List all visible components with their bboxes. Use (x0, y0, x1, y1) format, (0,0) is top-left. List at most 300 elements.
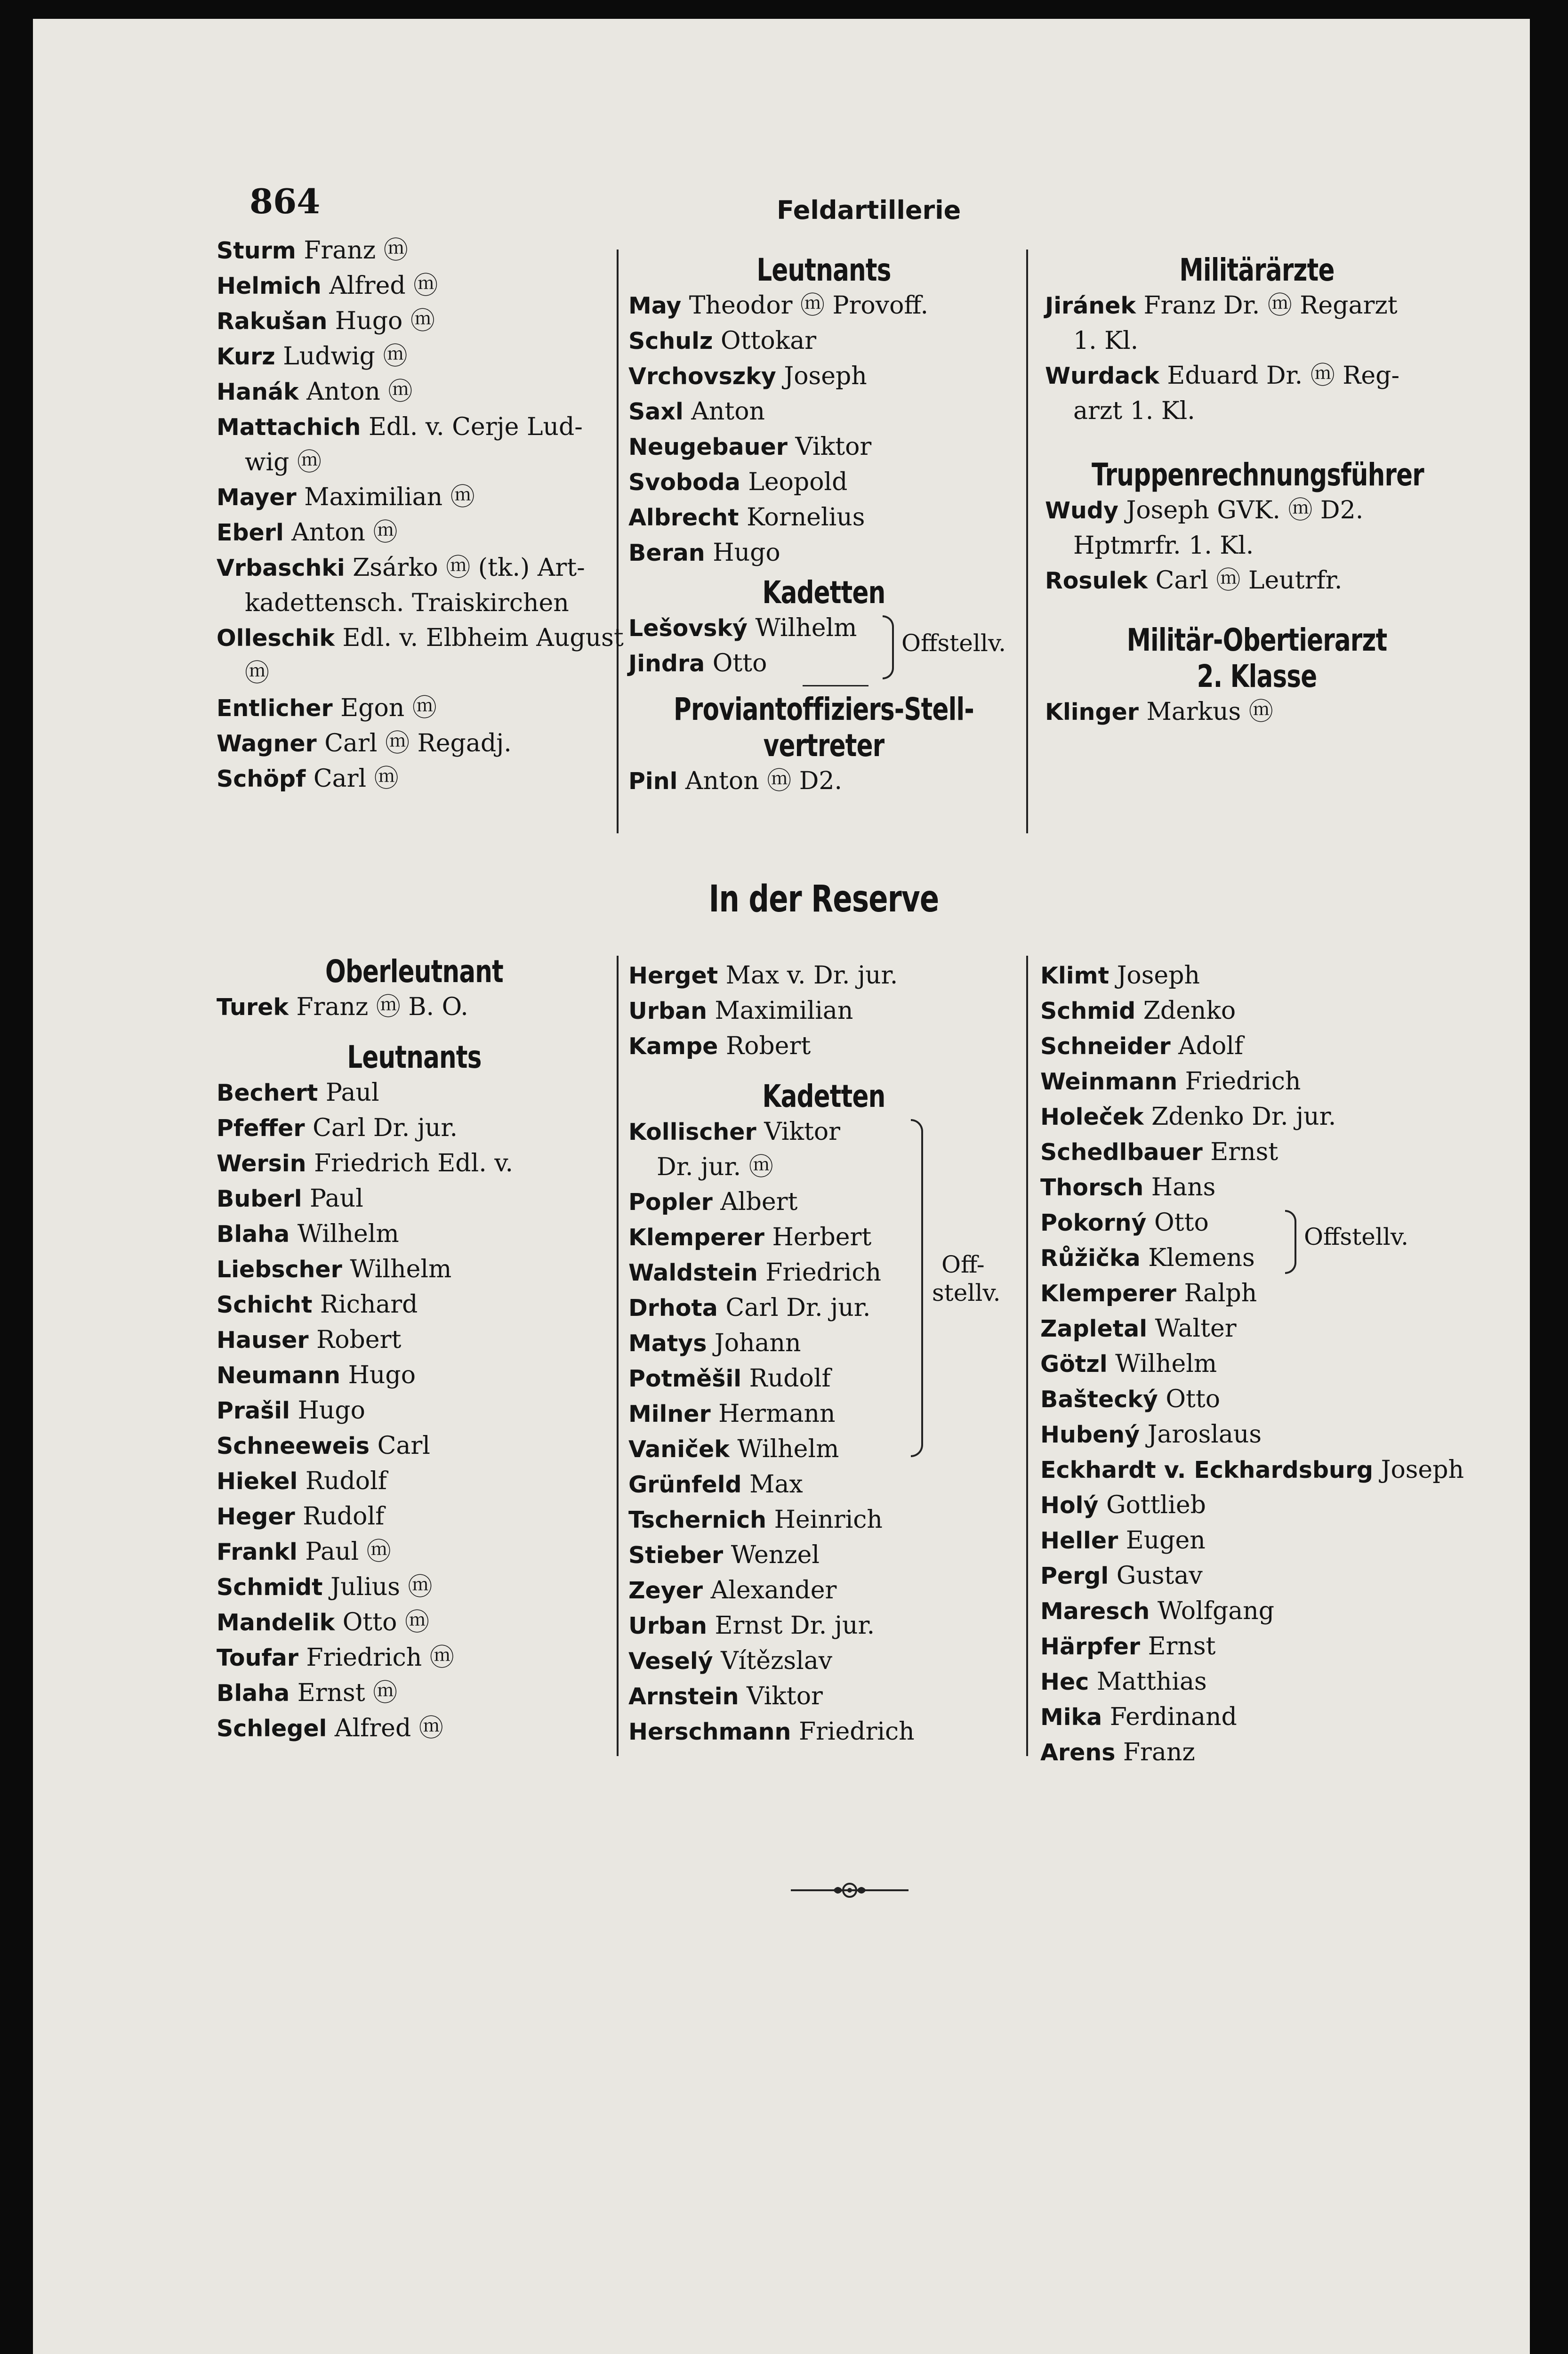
entry-details: Alfred ⓜ (329, 272, 438, 300)
list-entry (1040, 1664, 1492, 1700)
entry-details: Carl ⓜ Regadj. (324, 729, 512, 758)
list-entry (1040, 1594, 1492, 1629)
list-entry (1045, 323, 1469, 358)
entry-details: Leopold (748, 468, 848, 496)
entry-surname: Veselý (628, 1648, 713, 1675)
list-entry (628, 1573, 1019, 1608)
entry-surname: Schneider (1040, 1033, 1171, 1060)
entry-surname: Pokorný (1040, 1209, 1147, 1236)
entry-surname: Blaha (217, 1221, 290, 1248)
column-rule-right-reserve (1026, 956, 1028, 1756)
list-entry (217, 1640, 612, 1676)
list-entry (628, 323, 1019, 359)
entry-details: arzt 1. Kl. (1073, 397, 1195, 425)
entry-surname: Arens (1040, 1739, 1116, 1766)
list-entry (1045, 358, 1469, 394)
entry-surname: Härpfer (1040, 1633, 1141, 1660)
entry-surname: Bechert (217, 1080, 318, 1106)
entry-details: Julius ⓜ (330, 1573, 433, 1601)
entry-surname: Klimt (1040, 962, 1110, 989)
entry-surname: Beran (628, 540, 705, 566)
entry-surname: Wurdack (1045, 363, 1159, 389)
entry-details: Ernst (1148, 1632, 1216, 1661)
list-entry (628, 1361, 1019, 1396)
reserve-kadetten-rest-list (628, 1467, 1019, 1749)
reserve-col3-bracketed-list (1040, 1205, 1492, 1276)
list-entry (628, 1029, 1019, 1064)
reserve-kadetten-brace (911, 1119, 923, 1457)
list-entry (1040, 958, 1492, 993)
entry-details: Alexander (710, 1576, 837, 1604)
entry-surname: Helmich (217, 273, 322, 299)
obertierarzt-list (1045, 694, 1469, 730)
entry-surname: May (628, 292, 682, 319)
list-entry (628, 1220, 1019, 1255)
reserve-kadetten-heading: Kadetten (762, 1078, 885, 1114)
entry-surname: Zeyer (628, 1577, 703, 1604)
entry-surname: Klemperer (1040, 1280, 1176, 1307)
list-entry (628, 1396, 1019, 1432)
entry-surname: Wersin (217, 1150, 306, 1177)
list-entry (628, 1714, 1019, 1749)
entry-surname: Matys (628, 1330, 707, 1357)
entry-surname: Schedlbauer (1040, 1139, 1203, 1166)
entry-details: Ferdinand (1110, 1703, 1237, 1731)
entry-surname: Urban (628, 1612, 707, 1639)
list-entry (628, 958, 1019, 993)
entry-details: Paul (310, 1185, 363, 1213)
list-entry (628, 465, 1019, 500)
oberleutnant-heading: Oberleutnant (325, 953, 504, 990)
list-entry (628, 429, 1019, 465)
list-entry (217, 268, 612, 304)
entry-details: Jaroslaus (1147, 1420, 1262, 1449)
entry-details: Wilhelm (350, 1255, 452, 1283)
list-entry (1040, 1735, 1492, 1770)
col1-leutnants-list (217, 1075, 612, 1746)
list-entry (217, 1075, 612, 1111)
list-entry (217, 374, 612, 410)
entry-surname: Neugebauer (628, 434, 788, 460)
entry-details: Robert (725, 1032, 811, 1060)
entry-details: Otto (1166, 1385, 1221, 1413)
reserve-col3 (1040, 958, 1492, 1770)
list-entry (1040, 1311, 1492, 1346)
entry-surname: Popler (628, 1189, 713, 1216)
column-rule-left (617, 250, 619, 833)
list-entry (217, 445, 612, 480)
entry-surname: Thorsch (1040, 1174, 1144, 1201)
list-entry (217, 1252, 612, 1287)
entry-surname: Hiekel (217, 1468, 298, 1495)
entry-details: Ernst (1210, 1138, 1279, 1166)
list-entry (1040, 1276, 1492, 1311)
list-entry (628, 1185, 1019, 1220)
entry-surname: Eckhardt v. Eckhardsburg (1040, 1457, 1374, 1483)
list-entry (628, 1538, 1019, 1573)
list-entry (628, 764, 1019, 799)
entry-surname: Heller (1040, 1527, 1118, 1554)
entry-surname: Heger (217, 1503, 295, 1530)
entry-surname: Vrchovszky (628, 363, 776, 390)
entry-details: Anton (691, 397, 765, 426)
list-entry (1040, 1523, 1492, 1558)
list-entry (217, 1358, 612, 1393)
list-entry (217, 1217, 612, 1252)
entry-surname: Schmid (1040, 998, 1136, 1024)
entry-surname: Herget (628, 962, 718, 989)
list-entry (217, 1464, 612, 1499)
list-entry (1045, 563, 1469, 598)
entry-surname: Rakušan (217, 308, 328, 335)
entry-details: Ralph (1184, 1279, 1257, 1307)
entry-details: Hermann (718, 1400, 836, 1428)
entry-details: Carl ⓜ (313, 765, 399, 793)
entry-surname: Potměšil (628, 1365, 742, 1392)
entry-details: Maximilian ⓜ (304, 483, 475, 511)
entry-surname: Vrbaschki (217, 555, 345, 581)
list-entry (217, 1676, 612, 1711)
entry-surname: Svoboda (628, 469, 740, 496)
reserve-col3-group (1040, 1205, 1492, 1276)
list-entry (217, 726, 612, 761)
entry-surname: Weinmann (1040, 1068, 1178, 1095)
entry-details: Paul ⓜ (305, 1538, 391, 1566)
entry-details: Otto (712, 649, 767, 677)
entry-surname: Schlegel (217, 1715, 327, 1742)
list-entry (1040, 1205, 1492, 1241)
col2-kadetten-brace (883, 615, 894, 679)
reserve-col2 (628, 958, 1019, 1749)
proviant-list (628, 764, 1019, 799)
list-entry (628, 1679, 1019, 1714)
entry-details: Zsárko ⓜ (tk.) Art- (353, 554, 585, 582)
entry-surname: Herschmann (628, 1718, 791, 1745)
entry-details: Franz ⓜ (304, 236, 408, 265)
list-entry (628, 1114, 1019, 1150)
entry-details: Wilhelm (297, 1220, 399, 1248)
list-entry (217, 1711, 612, 1746)
list-entry (1040, 1382, 1492, 1417)
page-number: 864 (249, 181, 321, 221)
entry-details: Richard (320, 1290, 418, 1319)
entry-details: ⓜ (245, 659, 270, 687)
entry-surname: Mattachich (217, 414, 361, 441)
entry-surname: Mandelik (217, 1609, 335, 1636)
entry-details: Anton ⓜ (306, 378, 413, 406)
entry-surname: Kampe (628, 1033, 718, 1060)
entry-details: Max (749, 1470, 803, 1499)
entry-surname: Olleschik (217, 625, 335, 652)
list-entry (217, 1393, 612, 1428)
entry-details: Gottlieb (1106, 1491, 1206, 1519)
list-entry (628, 1150, 1019, 1185)
list-entry (1045, 394, 1469, 428)
entry-details: Zdenko Dr. jur. (1151, 1103, 1336, 1131)
entry-surname: Waldstein (628, 1259, 758, 1286)
entry-details: Wilhelm (755, 614, 857, 642)
list-entry (217, 1111, 612, 1146)
entry-details: Wolfgang (1157, 1597, 1275, 1625)
entry-details: Anton ⓜ (291, 518, 398, 547)
entry-details: Vítězslav (721, 1647, 833, 1675)
entry-surname: Wagner (217, 730, 317, 757)
list-entry (217, 1534, 612, 1570)
reserve-col3-brace (1285, 1210, 1296, 1274)
entry-details: Matthias (1096, 1668, 1207, 1696)
entry-details: Gustav (1116, 1562, 1203, 1590)
entry-surname: Kollischer (628, 1119, 756, 1145)
entry-details: Friedrich (1185, 1067, 1301, 1096)
list-entry (628, 1467, 1019, 1502)
list-entry (628, 359, 1019, 394)
entry-surname: Sturm (217, 237, 296, 264)
entry-surname: Eberl (217, 519, 284, 546)
entry-details: Anton ⓜ D2. (685, 767, 843, 795)
entry-details: Zdenko (1143, 997, 1236, 1025)
entry-surname: Schneeweis (217, 1433, 370, 1459)
entry-surname: Pergl (1040, 1563, 1109, 1589)
entry-surname: Růžička (1040, 1245, 1141, 1272)
entry-details: Edl. v. Elbheim August (342, 624, 624, 652)
entry-details: Hugo ⓜ (335, 307, 435, 335)
entry-surname: Vaniček (628, 1436, 730, 1463)
reserve-col3-rest-list (1040, 1276, 1492, 1770)
entry-surname: Götzl (1040, 1351, 1108, 1378)
list-entry (628, 500, 1019, 535)
list-entry (217, 1181, 612, 1217)
entry-details: Friedrich (765, 1258, 882, 1287)
rechnung-list (1045, 493, 1469, 598)
entry-details: Maximilian (715, 997, 853, 1025)
list-entry (217, 233, 612, 268)
col1-oberleutnant-section (217, 953, 612, 1746)
entry-surname: Neumann (217, 1362, 341, 1389)
entry-surname: Holeček (1040, 1104, 1144, 1130)
entry-details: Viktor (747, 1682, 823, 1710)
col1-leutnants-heading: Leutnants (347, 1039, 482, 1075)
entry-details: Friedrich ⓜ (306, 1644, 454, 1672)
aerzte-list (1045, 288, 1469, 428)
entry-details: Rudolf (303, 1502, 385, 1531)
entry-details: 1. Kl. (1073, 327, 1139, 355)
entry-surname: Schulz (628, 328, 713, 355)
entry-details: Wenzel (731, 1541, 820, 1569)
reserve-kadetten-group (628, 1114, 1019, 1467)
entry-surname: Saxl (628, 398, 683, 425)
list-entry (628, 535, 1019, 571)
entry-details: Hugo (713, 539, 780, 567)
entry-surname: Schicht (217, 1291, 313, 1318)
entry-surname: Hec (1040, 1669, 1089, 1695)
entry-surname: Buberl (217, 1185, 302, 1212)
entry-details: Viktor (795, 433, 872, 461)
col2-kadetten-group (628, 611, 1019, 681)
entry-details: Joseph (1381, 1456, 1464, 1484)
entry-surname: Klemperer (628, 1224, 764, 1251)
entry-surname: Mika (1040, 1704, 1102, 1731)
entry-surname: Blaha (217, 1680, 290, 1707)
list-entry (217, 761, 612, 797)
entry-surname: Kurz (217, 343, 275, 370)
entry-surname: Maresch (1040, 1598, 1150, 1625)
entry-details: Carl Dr. jur. (725, 1294, 871, 1322)
entry-details: Heinrich (774, 1506, 883, 1534)
entry-details: Hugo (298, 1396, 365, 1425)
list-entry (217, 1428, 612, 1464)
entry-details: Theodor ⓜ Provoff. (689, 291, 929, 320)
ornament-divider (791, 1881, 909, 1900)
entry-surname: Milner (628, 1401, 711, 1427)
entry-details: wig ⓜ (245, 448, 322, 476)
list-entry (1040, 1417, 1492, 1452)
entry-details: Hans (1151, 1173, 1216, 1201)
entry-details: Joseph (1117, 961, 1200, 990)
list-entry (1040, 1700, 1492, 1735)
entry-details: Wilhelm (737, 1435, 839, 1463)
entry-details: kadettensch. Traiskirchen (245, 589, 569, 617)
entry-details: Walter (1155, 1314, 1237, 1343)
entry-details: Kornelius (747, 503, 865, 532)
reserve-col2-top-list (628, 958, 1019, 1064)
list-entry (1045, 694, 1469, 730)
entry-surname: Urban (628, 998, 707, 1024)
entry-details: Paul (325, 1079, 379, 1107)
list-entry (1040, 1452, 1492, 1488)
reserve-heading: In der Reserve (708, 878, 939, 920)
list-entry (1040, 1029, 1492, 1064)
list-entry (217, 339, 612, 374)
col2-rule (803, 685, 868, 686)
list-entry (217, 410, 612, 445)
entry-details: Johann (714, 1329, 801, 1357)
entry-details: Max v. Dr. jur. (725, 961, 898, 990)
entry-details: Albert (720, 1188, 798, 1216)
list-entry (217, 1570, 612, 1605)
entry-details: Eugen (1126, 1526, 1206, 1555)
list-entry (1040, 993, 1492, 1029)
entry-surname: Hanák (217, 379, 299, 405)
reserve-kadetten-note-2: stellv. (932, 1279, 1001, 1306)
col2-leutnants-heading: Leutnants (756, 252, 891, 288)
entry-surname: Schmidt (217, 1574, 323, 1601)
entry-details: Hugo (348, 1361, 416, 1389)
list-entry (1040, 1064, 1492, 1099)
aerzte-heading: Militärärzte (1179, 252, 1335, 288)
list-entry (217, 1287, 612, 1322)
entry-details: Rudolf (749, 1364, 831, 1393)
entry-surname: Zapletal (1040, 1315, 1147, 1342)
entry-details: Joseph GVK. ⓜ D2. (1126, 496, 1364, 524)
list-entry (1040, 1629, 1492, 1664)
reserve-col3-top-list (1040, 958, 1492, 1205)
entry-surname: Lešovský (628, 615, 748, 642)
list-entry (1040, 1099, 1492, 1135)
entry-surname: Grünfeld (628, 1471, 742, 1498)
list-entry (628, 1432, 1019, 1467)
list-entry (217, 480, 612, 515)
obertierarzt-heading-1: Militär-Obertierarzt (1126, 622, 1387, 658)
entry-surname: Klinger (1045, 699, 1139, 726)
entry-surname: Stieber (628, 1542, 724, 1569)
list-entry (628, 1608, 1019, 1644)
list-entry (217, 1146, 612, 1181)
entry-details: Otto (1154, 1209, 1209, 1237)
entry-surname: Albrecht (628, 504, 739, 531)
entry-details: Adolf (1178, 1032, 1244, 1060)
reserve-kadetten-note-1: Off- (941, 1251, 985, 1278)
oberleutnant-list (217, 990, 612, 1025)
entry-surname: Rosulek (1045, 567, 1148, 594)
entry-surname: Drhota (628, 1295, 718, 1322)
list-entry (217, 515, 612, 550)
running-title: Feldartillerie (777, 195, 961, 225)
col2-kadetten-heading: Kadetten (762, 574, 885, 611)
col2-leutnants-list (628, 288, 1019, 571)
rechnung-heading: Truppenrechnungsführer (1092, 457, 1424, 493)
entry-details: Ludwig ⓜ (283, 342, 408, 371)
entry-surname: Entlicher (217, 695, 333, 722)
entry-details: Franz (1123, 1738, 1195, 1766)
entry-details: Friedrich (798, 1717, 915, 1746)
entry-surname: Prašil (217, 1397, 290, 1424)
entry-surname: Baštecký (1040, 1386, 1158, 1413)
entry-surname: Pinl (628, 768, 678, 795)
list-entry (1040, 1241, 1492, 1276)
list-entry (217, 990, 612, 1025)
entry-details: Rudolf (305, 1467, 387, 1495)
entry-details: Dr. jur. ⓜ (657, 1153, 773, 1181)
entry-surname: Pfeffer (217, 1115, 305, 1142)
entry-details: Ottokar (720, 327, 817, 355)
proviant-heading-1: Proviantoffiziers-Stell- (674, 691, 974, 727)
list-entry (628, 1644, 1019, 1679)
list-entry (217, 691, 612, 726)
list-entry (1045, 288, 1469, 323)
list-entry (1040, 1488, 1492, 1523)
list-entry (628, 1502, 1019, 1538)
entry-details: Markus ⓜ (1146, 698, 1273, 726)
entry-details: Joseph (784, 362, 867, 390)
column-rule-right (1026, 250, 1028, 833)
list-entry (628, 288, 1019, 323)
entry-surname: Frankl (217, 1539, 298, 1565)
entry-surname: Jindra (628, 650, 705, 677)
entry-surname: Holý (1040, 1492, 1099, 1519)
proviant-heading-2: vertreter (763, 727, 885, 764)
list-entry (1040, 1346, 1492, 1382)
list-entry (217, 304, 612, 339)
col3-top-section (1045, 252, 1469, 730)
list-entry (628, 993, 1019, 1029)
entry-surname: Tschernich (628, 1507, 767, 1533)
entry-details: Carl ⓜ Leutrfr. (1155, 566, 1343, 595)
list-entry (217, 1605, 612, 1640)
entry-details: Egon ⓜ (340, 694, 437, 722)
list-entry (217, 1322, 612, 1358)
entry-surname: Arnstein (628, 1683, 739, 1710)
entry-details: Alfred ⓜ (334, 1714, 443, 1742)
list-entry (628, 394, 1019, 429)
list-entry (1045, 493, 1469, 528)
entry-details: Ernst Dr. jur. (715, 1612, 875, 1640)
entry-details: Eduard Dr. ⓜ Reg- (1167, 362, 1400, 390)
entry-details: Otto ⓜ (342, 1608, 429, 1637)
entry-details: Robert (316, 1326, 402, 1354)
list-entry (217, 656, 612, 691)
entry-details: Wilhelm (1115, 1350, 1217, 1378)
entry-details: Carl (377, 1432, 430, 1460)
